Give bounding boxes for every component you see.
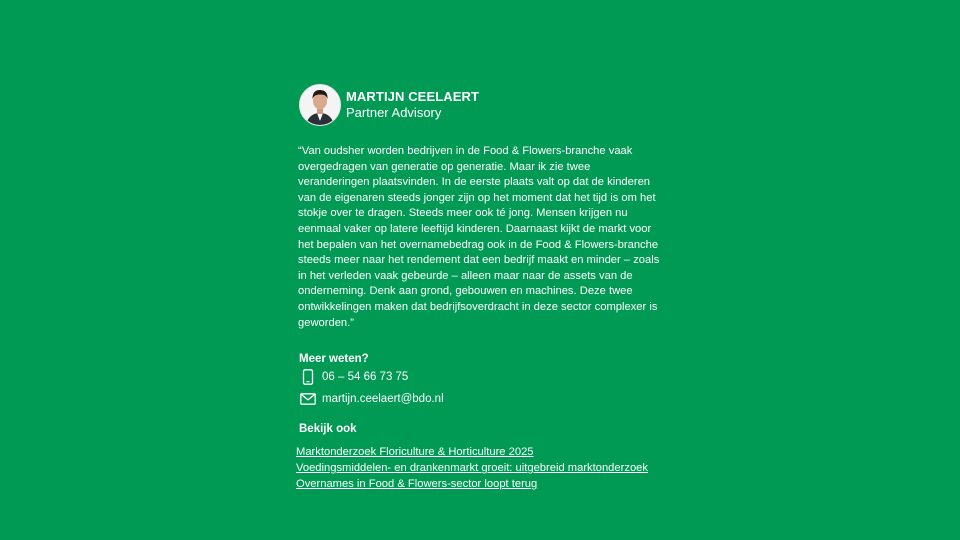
- mobile-phone-icon: [300, 369, 316, 385]
- link-marktonderzoek-floriculture[interactable]: Marktonderzoek Floriculture & Horticulture 2025: [296, 446, 534, 459]
- email-address[interactable]: martijn.ceelaert@bdo.nl: [322, 393, 444, 406]
- profile-name: MARTIJN CEELAERT: [346, 89, 480, 104]
- profile-text: [346, 89, 479, 121]
- contact-heading: Meer weten?: [299, 353, 369, 366]
- see-also-heading: Bekijk ook: [299, 423, 357, 436]
- contact-card: [298, 84, 668, 492]
- link-overnames-food-flowers[interactable]: Overnames in Food & Flowers-sector loopt terug: [296, 478, 538, 491]
- profile: [298, 84, 668, 126]
- envelope-icon: [300, 391, 316, 407]
- phone-row[interactable]: [298, 367, 668, 387]
- profile-role: Partner Advisory: [346, 105, 442, 120]
- avatar: [299, 84, 341, 126]
- quote-text: “Van oudsher worden bedrijven in de Food & Flowers-branche vaak overgedragen van generatie op generatie. Maar ik zie twee veranderingen plaatsvinden. In de eerste plaats valt op dat de kinderen van de eigenaren steeds jonger zijn op het moment dat het tijd is om het stokje over te dragen. Steeds meer ook té jong. Mensen krijgen nu eenmaal vaker op latere leeftijd kinderen. Daarnaast kijkt de markt voor het bepalen van het overnamebedrag ook in de Food & Flowers-branche steeds meer naar het rendement dat een bedrijf maakt en minder – zoals in het verleden vaak gebeurde – alleen maar naar de assets van de onderneming. Denk aan grond, gebouwen en machines. Deze twee ontwikkelingen maken dat bedrijfsoverdracht in deze sector complexer is geworden.”: [298, 145, 660, 329]
- phone-number[interactable]: 06 – 54 66 73 75: [322, 371, 409, 384]
- email-row[interactable]: [298, 389, 668, 409]
- link-voedingsmiddelen-drankenmarkt[interactable]: Voedingsmiddelen- en drankenmarkt groeit: uitgebreid marktonderzoek: [296, 462, 648, 475]
- contact-section: [298, 353, 668, 409]
- see-also-links: [296, 444, 668, 492]
- see-also-section: [298, 423, 668, 492]
